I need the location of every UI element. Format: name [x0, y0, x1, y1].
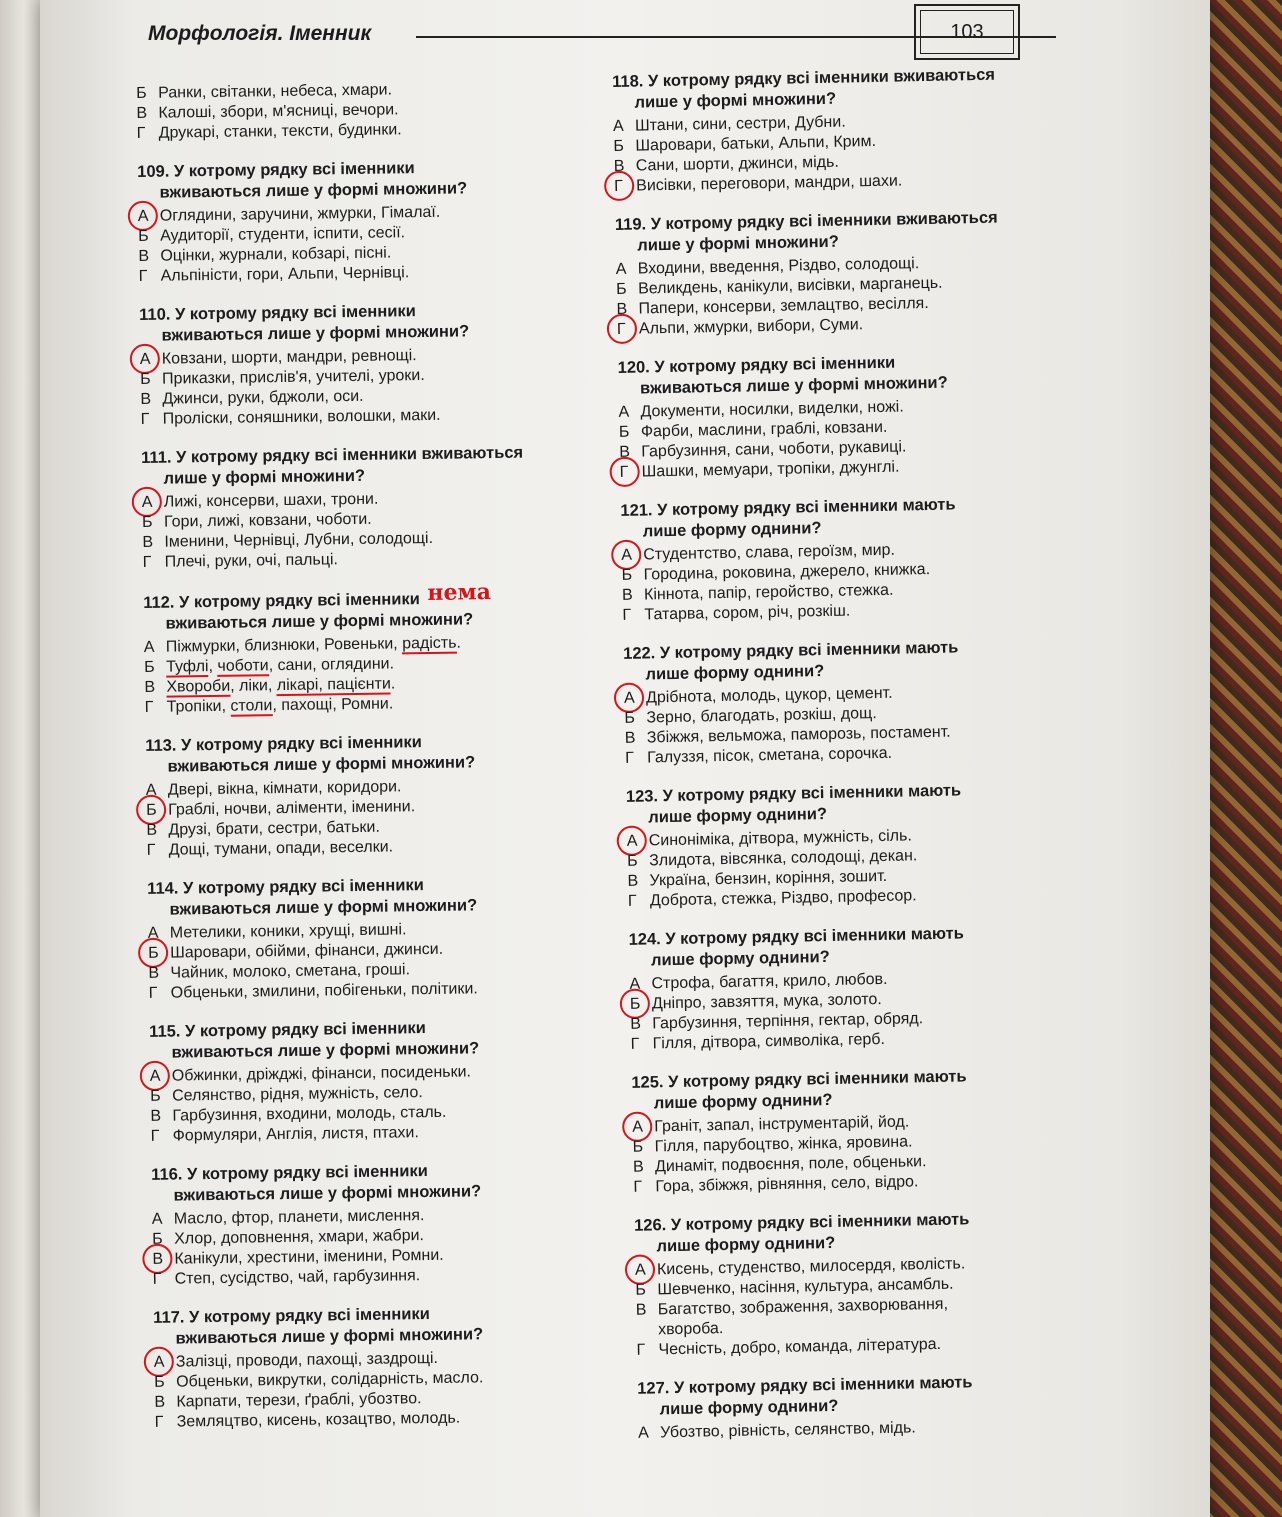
- option-text: Граблі, ночви, аліменти, іменини.: [168, 798, 416, 819]
- option-text: Висівки, переговори, мандри, шахи.: [636, 172, 903, 195]
- option-text: Гори, лижі, ковзани, чоботи.: [164, 510, 372, 531]
- underlined-word: радість: [402, 634, 457, 653]
- option-text: Гілля, парубоцтво, жінка, яровина.: [654, 1133, 913, 1156]
- option-text: Шаровари, батьки, Альпи, Крим.: [635, 132, 877, 155]
- option-text: Зерно, благодать, розкіш, дощ.: [646, 705, 877, 727]
- option-letter: Г: [138, 267, 148, 285]
- underlined-word: Туфлі: [166, 658, 209, 676]
- question-text: У котрому рядку всі іменники: [654, 353, 896, 377]
- option-letter: Б: [142, 513, 153, 531]
- option-letter: А: [624, 688, 646, 708]
- option-text: Гарбузиння, сани, чоботи, рукавиці.: [641, 438, 907, 461]
- option-letter: Б: [618, 423, 630, 441]
- option-text: Альпіністи, гори, Альпи, Чернівці.: [160, 264, 410, 285]
- question-110: [139, 299, 601, 430]
- option-letter: А: [612, 117, 624, 135]
- option-text: Карпати, терези, ґраблі, убозтво.: [176, 1390, 422, 1411]
- option-letter: Б: [632, 1138, 644, 1156]
- option-text: Кисень, студенство, милосердя, кволість.: [656, 1255, 966, 1279]
- question-text-line2: лише форму однини?: [653, 1090, 833, 1113]
- option-letter: А: [629, 975, 641, 993]
- option-letter: В: [144, 678, 156, 696]
- option-text: , сани, оглядини.: [268, 655, 395, 675]
- question-116: [151, 1158, 613, 1289]
- option-text: ,: [208, 657, 218, 676]
- option-text: Тропіки,: [166, 697, 231, 716]
- option-text: Проліски, соняшники, волошки, маки.: [162, 406, 441, 428]
- option-letter: В: [613, 157, 625, 175]
- question-115: [149, 1015, 611, 1146]
- option-letter: Г: [630, 1035, 640, 1053]
- question-111: [141, 442, 603, 573]
- option-text: Степ, сусідство, чай, гарбузиння.: [174, 1267, 421, 1288]
- option-letter: А: [637, 1424, 649, 1442]
- option-text: Шевченко, насіння, культура, ансамбль.: [657, 1275, 954, 1299]
- question-title: [153, 1301, 614, 1349]
- underlined-word: чоботи: [217, 657, 269, 675]
- option-text: Городина, роковина, джерело, книжка.: [643, 560, 931, 584]
- underlined-word: столи: [230, 697, 273, 715]
- option-text: Гарбузиння, терпіння, гектар, обряд.: [652, 1010, 924, 1033]
- left-column: [136, 78, 615, 1451]
- question-114: [147, 872, 609, 1003]
- option-text: Метелики, коники, хрущі, вишні.: [169, 921, 407, 942]
- question-number: 113.: [145, 736, 182, 755]
- question-text-line2: вживаються лише у формі множини?: [639, 373, 948, 398]
- option-letter: Г: [148, 984, 158, 1002]
- question-text-line2: вживаються лише у формі множини?: [161, 322, 470, 345]
- option-text: Штани, сини, сестри, Дубни.: [634, 113, 846, 135]
- handwritten-note: нема: [419, 579, 492, 607]
- question-text-line2: лише форму однини?: [659, 1396, 839, 1419]
- question-text: У котрому рядку всі іменники мають: [656, 495, 956, 520]
- question-title: [141, 442, 602, 490]
- option-letter: Б: [613, 137, 625, 155]
- question-127: [637, 1370, 1108, 1444]
- option-letter: А: [154, 1353, 176, 1373]
- option-text: Селянство, рідня, мужність, село.: [172, 1084, 423, 1105]
- question-118: [612, 63, 1084, 197]
- option-text: Гарбузиння, входини, молодь, сталь.: [172, 1103, 447, 1125]
- option-text: Обценьки, викрутки, солідарність, масло.: [176, 1369, 484, 1391]
- question-title: [634, 1207, 1105, 1258]
- question-text: У котрому рядку всі іменники мають: [670, 1210, 970, 1235]
- option-letter: В: [616, 300, 628, 318]
- question-text: У котрому рядку всі іменники мають: [667, 1067, 967, 1092]
- question-text: У котрому рядку всі іменники вживаються: [650, 208, 998, 234]
- right-column: [612, 63, 1109, 1462]
- question-121: [620, 492, 1092, 626]
- option-text: Чесність, добро, команда, література.: [658, 1335, 942, 1359]
- option-letter: Б: [621, 566, 633, 584]
- option-letter: Г: [136, 124, 146, 142]
- question-text-line2: вживаються лише у формі множини?: [169, 896, 478, 919]
- question-text-line2: вживаються лише у формі множини?: [159, 179, 468, 202]
- option-letter: Г: [636, 1341, 646, 1359]
- option-text: Збіжжя, вельможа, паморозь, постамент.: [646, 723, 951, 747]
- option-text: Синоніміка, дітвора, мужність, сіль.: [648, 827, 913, 850]
- question-109: [137, 156, 599, 287]
- question-text: У котрому рядку всі іменники вживаються: [647, 65, 996, 91]
- option-text: Приказки, прислів'я, учителі, уроки.: [162, 366, 425, 388]
- option-text: Сани, шорти, джинси, мідь.: [635, 153, 839, 175]
- question-number: 115.: [149, 1022, 186, 1041]
- question-title: [612, 63, 1083, 114]
- option-text: Ковзани, шорти, мандри, ревнощі.: [161, 347, 417, 368]
- question-text: У котрому рядку всі іменники: [173, 159, 415, 181]
- option-letter: А: [143, 638, 155, 656]
- option-text: Земляцтво, кисень, козацтво, молодь.: [176, 1409, 461, 1431]
- question-number: 112.: [143, 593, 180, 612]
- option-letter: Б: [635, 1281, 647, 1299]
- answer-circle-mark: [607, 314, 638, 345]
- option-letter: А: [635, 1260, 657, 1280]
- option-letter: Г: [144, 698, 154, 716]
- option-text: Шаровари, обійми, фінанси, джинси.: [170, 940, 444, 962]
- option-letter: А: [140, 350, 162, 370]
- option-letter: В: [142, 533, 154, 551]
- option-letter: А: [618, 403, 630, 421]
- question-text: У котрому рядку всі іменники: [174, 302, 416, 324]
- option-letter: Б: [630, 994, 652, 1014]
- option-letter: Г: [150, 1127, 160, 1145]
- question-text-line2: лише форму однини?: [642, 519, 822, 541]
- option-letter: В: [630, 1015, 642, 1033]
- question-number: 121.: [620, 501, 658, 520]
- option-text: Хлор, доповнення, хмари, жабри.: [174, 1227, 425, 1248]
- question-text-line2: лише у формі множини?: [637, 232, 839, 255]
- page-number: 103: [920, 10, 1014, 54]
- option-text: .: [456, 634, 462, 652]
- option-text: Злидота, вівсянка, солодощі, декан.: [648, 847, 918, 870]
- question-122: [623, 635, 1095, 769]
- question-number: 127.: [637, 1379, 675, 1398]
- option-letter: В: [635, 1301, 647, 1319]
- option-letter: Б: [136, 84, 147, 102]
- question-text-line2: вживаються лише у формі множини?: [175, 1325, 484, 1348]
- option-letter: А: [147, 924, 159, 942]
- option-text: Двері, вікна, кімнати, коридори.: [167, 778, 402, 799]
- question-title: [615, 206, 1086, 257]
- option-text: Документи, носилки, виделки, ножі.: [640, 398, 904, 421]
- question-title: [623, 635, 1094, 686]
- option-text: Масло, фтор, планети, мислення.: [173, 1207, 425, 1228]
- option-letter: Б: [148, 944, 170, 964]
- question-number: 120.: [617, 358, 655, 377]
- question-title: [626, 778, 1097, 829]
- question-113: [145, 730, 607, 861]
- question-number: 110.: [139, 305, 176, 324]
- option-text: Лижі, консерви, шахи, трони.: [163, 490, 379, 511]
- option-text: .: [390, 675, 396, 693]
- question-text-line2: лише у формі множини?: [163, 466, 366, 488]
- option-letter: Б: [140, 370, 151, 388]
- question-text: У котрому рядку всі іменники: [180, 733, 422, 755]
- question-title: [617, 349, 1088, 400]
- option-letter: А: [621, 545, 643, 565]
- question-continuation: [136, 78, 597, 144]
- option-letter: Б: [626, 852, 638, 870]
- underlined-word: Хвороби: [166, 677, 231, 696]
- answer-circle-mark: [604, 171, 635, 202]
- option-letter: Г: [620, 463, 642, 483]
- option-letter: В: [632, 1158, 644, 1176]
- option-text: Фарби, маслини, граблі, ковзани.: [640, 418, 888, 441]
- question-title: [147, 872, 608, 920]
- question-text: У котрому рядку всі іменники мають: [665, 924, 964, 949]
- question-number: 123.: [625, 787, 663, 806]
- option-letter: Г: [146, 841, 156, 859]
- question-number: 124.: [628, 930, 666, 949]
- answer-circle-mark: [609, 457, 640, 488]
- question-number: 122.: [623, 644, 661, 663]
- option-text: Входини, введення, Різдво, солодощі.: [637, 255, 920, 278]
- option-letter: Г: [152, 1270, 162, 1288]
- question-title: [628, 921, 1099, 972]
- question-126: [634, 1207, 1107, 1361]
- option-letter: А: [627, 831, 649, 851]
- option-text: Папери, консерви, землацтво, весілля.: [638, 294, 929, 318]
- option-letter: Г: [617, 320, 639, 340]
- option-letter: Б: [150, 1087, 161, 1105]
- question-112: [143, 579, 605, 718]
- option-letter: Б: [624, 709, 636, 727]
- option-letter: Б: [154, 1373, 165, 1391]
- question-number: 125.: [631, 1073, 669, 1092]
- option-text: Альпи, жмурки, вибори, Суми.: [638, 316, 864, 338]
- option-text: Татарва, сором, річ, розкіш.: [644, 602, 851, 624]
- question-number: 114.: [147, 879, 184, 898]
- option-letter: А: [632, 1117, 654, 1137]
- question-number: 117.: [153, 1308, 190, 1327]
- question-number: 109.: [137, 162, 175, 181]
- option-letter: Г: [633, 1178, 643, 1196]
- option-letter: Г: [142, 553, 152, 571]
- option-letter: Г: [625, 749, 635, 767]
- option-text: Дрібнота, молодь, цукор, цемент.: [645, 684, 893, 707]
- question-123: [626, 778, 1098, 912]
- question-number: 119.: [614, 215, 651, 234]
- question-number: 126.: [633, 1216, 672, 1235]
- option-letter: А: [138, 207, 160, 227]
- question-text-line2: лише форму однини?: [645, 662, 825, 684]
- option-letter: А: [150, 1067, 172, 1087]
- option-letter: Г: [627, 892, 637, 910]
- option-text: Граніт, запал, інструментарій, йод.: [654, 1113, 910, 1136]
- option-letter: Г: [622, 606, 632, 624]
- question-text: У котрому рядку всі іменники мають: [673, 1373, 973, 1398]
- question-title: [151, 1158, 612, 1206]
- option-letter: Б: [616, 280, 627, 298]
- option-text: Україна, бензин, коріння, зошит.: [649, 867, 888, 890]
- page-number-box: [914, 4, 1020, 60]
- page-header: [148, 18, 1178, 58]
- option-text: Обценьки, змилини, побігеньки, політики.: [170, 980, 478, 1002]
- option-text: Оцінки, журнали, кобзарі, пісні.: [160, 244, 392, 265]
- option-letter: В: [152, 1250, 174, 1270]
- option-text: Формуляри, Англія, листя, птахи.: [172, 1124, 419, 1145]
- option-letter: В: [624, 729, 636, 747]
- option-letter: Б: [144, 658, 155, 676]
- question-text: У котрому рядку всі іменники: [178, 590, 420, 612]
- question-text: У котрому рядку всі іменники вживаються: [175, 443, 524, 467]
- question-title: [143, 579, 604, 635]
- option-text: Джинси, руки, бджоли, оси.: [162, 387, 364, 408]
- question-text-line2: лише форму однини?: [656, 1233, 836, 1256]
- option-text: Кіннота, папір, геройство, стежка.: [643, 581, 894, 604]
- option-text: Великдень, канікули, висівки, марганець.: [638, 274, 943, 298]
- option-text: Дніпро, завзяття, мука, золото.: [651, 990, 882, 1013]
- option-text: Іменини, Чернівці, Лубни, солодощі.: [164, 529, 434, 551]
- option-text: Плечі, руки, очі, пальці.: [164, 551, 339, 571]
- option-letter: В: [154, 1393, 166, 1411]
- option-text: Дощі, тумани, опади, веселки.: [168, 838, 394, 859]
- option-letter: А: [151, 1210, 163, 1228]
- question-text-line2: вживаються лише у формі множини?: [171, 1039, 480, 1062]
- question-text-line2: вживаються лише у формі множини?: [165, 610, 474, 633]
- option-text: Убозтво, рівність, селянство, мідь.: [659, 1419, 916, 1442]
- option-text: , пахощі, Ромни.: [272, 695, 394, 715]
- option-letter: А: [145, 781, 157, 799]
- question-title: [139, 299, 600, 347]
- option-text: Залізці, проводи, пахощі, заздрощі.: [175, 1349, 439, 1371]
- question-text: У котрому рядку всі іменники: [186, 1162, 428, 1184]
- question-title: [620, 492, 1091, 543]
- question-title: [137, 156, 598, 204]
- option-letter: Б: [138, 227, 149, 245]
- question-title: [149, 1015, 610, 1063]
- option-text: Гілля, дітвора, символіка, герб.: [652, 1030, 886, 1053]
- question-title: [637, 1370, 1108, 1421]
- question-124: [628, 921, 1100, 1055]
- option-text: Друзі, брати, сестри, батьки.: [168, 818, 380, 839]
- option-text: Калоші, збори, м'ясниці, вечори.: [158, 101, 399, 122]
- option-letter: А: [142, 493, 164, 513]
- option-text: Строфа, багаття, крило, любов.: [651, 970, 888, 993]
- question-number: 118.: [612, 72, 649, 91]
- option-letter: В: [621, 586, 633, 604]
- option-letter: Б: [152, 1230, 163, 1248]
- question-120: [617, 349, 1089, 483]
- question-number: 111.: [141, 448, 177, 467]
- underlined-word: лікарі, пацієнти: [276, 675, 391, 695]
- question-text-line2: вживаються лише у формі множини?: [167, 753, 476, 776]
- option-letter: Г: [614, 177, 636, 197]
- option-letter: Г: [154, 1413, 164, 1431]
- question-title: [145, 730, 606, 778]
- option-letter: Г: [140, 410, 150, 428]
- option-text: Чайник, молоко, сметана, гроші.: [170, 961, 411, 982]
- option-text: , ліки,: [230, 677, 277, 695]
- option-text: Ранки, світанки, небеса, хмари.: [158, 81, 393, 102]
- question-text-line2: лише форму однини?: [650, 947, 830, 970]
- question-117: [153, 1301, 615, 1432]
- question-text: У котрому рядку всі іменники: [188, 1305, 430, 1327]
- question-title: [631, 1064, 1102, 1115]
- option-letter: А: [615, 260, 627, 278]
- option-text: Багатство, зображення, захворювання,: [657, 1295, 949, 1319]
- option-text: Гора, збіжжя, рівняння, село, відро.: [655, 1173, 919, 1196]
- option-letter: В: [619, 443, 631, 461]
- option-text: Студентство, слава, героїзм, мир.: [643, 541, 896, 564]
- option-letter: В: [148, 964, 160, 982]
- question-text: У котрому рядку всі іменники: [184, 1019, 426, 1041]
- question-text: У котрому рядку всі іменники: [182, 876, 424, 898]
- option-text: Канікули, хрестини, іменини, Ромни.: [174, 1246, 444, 1268]
- option-letter: Б: [146, 801, 168, 821]
- option-text: Динаміт, подвоєння, поле, обценьки.: [654, 1153, 927, 1176]
- question-125: [631, 1064, 1103, 1198]
- question-119: [615, 206, 1087, 340]
- option-text: Шашки, мемуари, тропіки, джунглі.: [641, 458, 900, 481]
- question-text: У котрому рядку всі іменники мають: [659, 638, 959, 663]
- question-text: У котрому рядку всі іменники мають: [662, 781, 962, 806]
- question-text-line2: лише форму однини?: [648, 805, 828, 827]
- option-letter: В: [140, 390, 152, 408]
- question-text-line2: лише у формі множини?: [634, 89, 837, 112]
- option-text: Оглядини, заручини, жмурки, Гімалаї.: [159, 203, 441, 225]
- section-title: Морфологія. Іменник: [148, 22, 372, 45]
- question-text-line2: вживаються лише у формі множини?: [173, 1182, 482, 1205]
- option-letter: В: [627, 872, 639, 890]
- book-page: [40, 0, 1210, 1517]
- option-text: Піжмурки, близнюки, Ровеньки,: [165, 635, 403, 656]
- question-number: 116.: [151, 1165, 188, 1184]
- option-letter: В: [138, 247, 150, 265]
- option-text: Галуззя, пісок, сметана, сорочка.: [647, 744, 893, 767]
- option-letter: В: [146, 821, 158, 839]
- option-text: Аудиторії, студенти, іспити, сесії.: [160, 224, 406, 245]
- option-text: хвороба.: [657, 1320, 724, 1339]
- option-letter: В: [150, 1107, 162, 1125]
- option-letter: В: [136, 104, 148, 122]
- option-text: Друкарі, станки, тексти, будинки.: [158, 121, 402, 142]
- option-text: Доброта, стежка, Різдво, професор.: [649, 887, 917, 910]
- option-text: Обжинки, дріжджі, фінанси, посиденьки.: [171, 1063, 472, 1085]
